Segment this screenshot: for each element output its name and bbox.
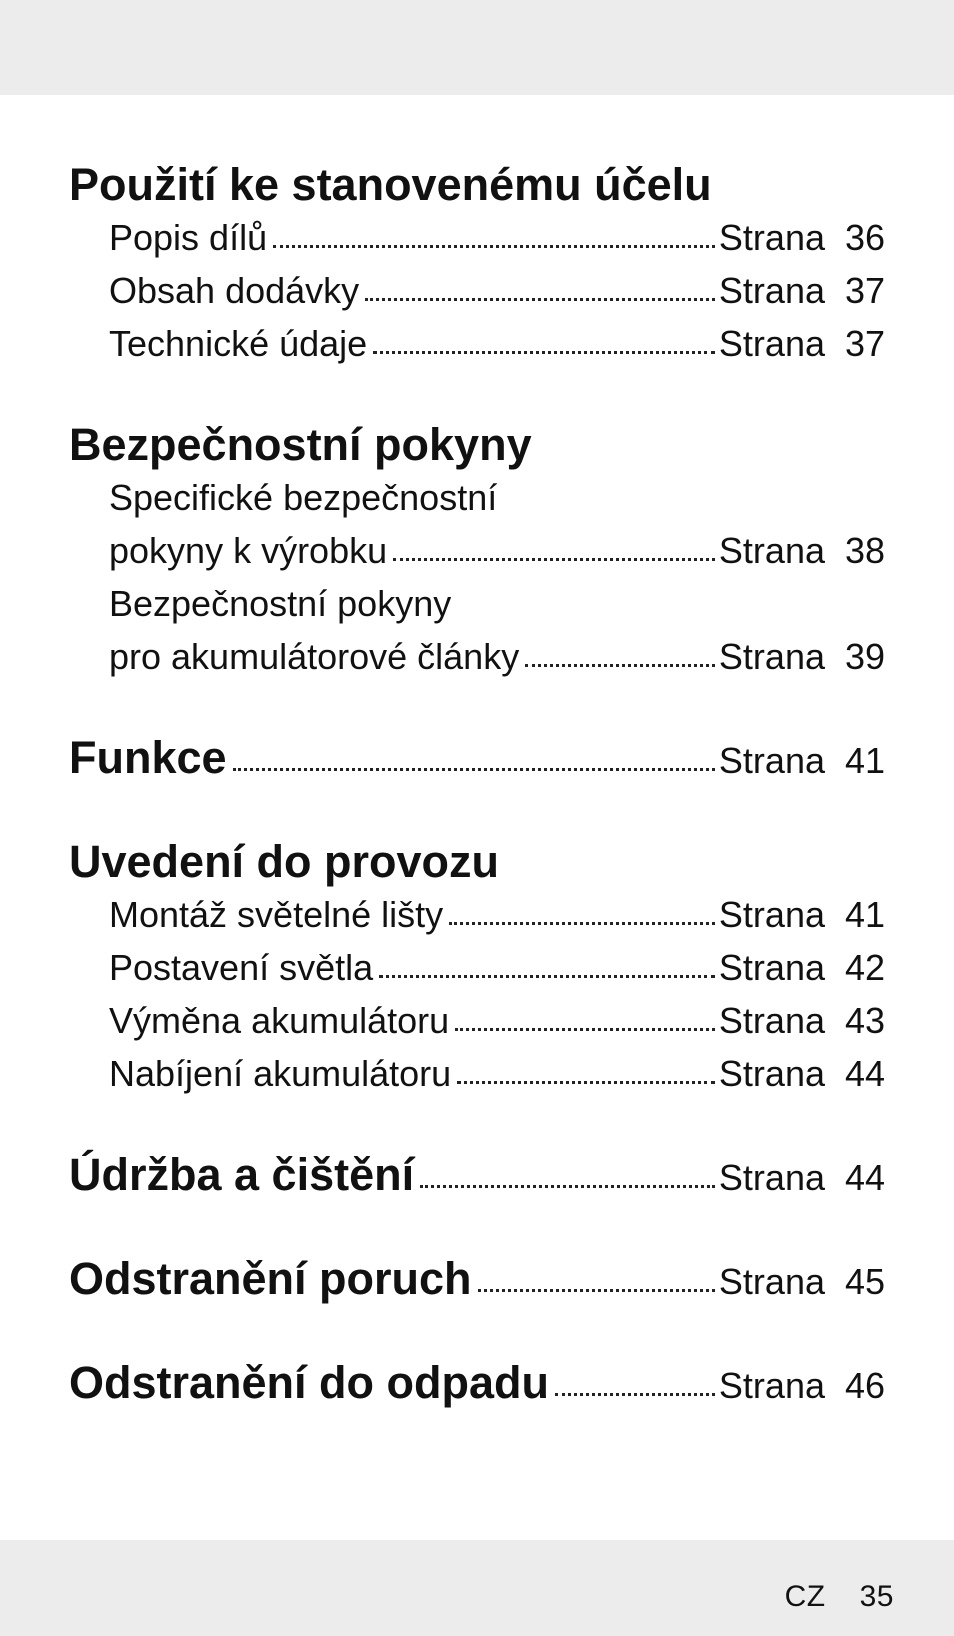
toc-entry[interactable] xyxy=(109,941,885,994)
entry-label: pokyny k výrobku xyxy=(109,530,388,571)
entry-label: Montáž světelné lišty xyxy=(109,894,444,935)
page-number: 42 xyxy=(844,947,885,988)
strana-label: Strana xyxy=(718,1000,825,1041)
page-number: 41 xyxy=(844,740,885,781)
toc-section-startup xyxy=(69,835,885,1100)
entry-label: Technické údaje xyxy=(109,323,368,364)
page-number: 41 xyxy=(844,894,885,935)
entry-label-line1: Specifické bezpečnostní xyxy=(109,477,498,518)
section-heading: Údržba a čištění xyxy=(69,1149,415,1200)
section-items xyxy=(69,211,885,370)
toc-section-maintenance xyxy=(69,1148,885,1204)
dot-leader xyxy=(393,558,715,561)
table-of-contents xyxy=(69,158,885,1412)
strana-label: Strana xyxy=(718,1053,825,1094)
dot-leader xyxy=(457,1081,715,1084)
page-footer xyxy=(785,1580,894,1614)
section-heading: Bezpečnostní pokyny xyxy=(69,419,532,470)
dot-leader xyxy=(365,298,715,301)
dot-leader xyxy=(455,1028,715,1031)
dot-leader xyxy=(420,1185,715,1188)
top-margin-band xyxy=(0,0,954,95)
toc-entry[interactable] xyxy=(109,994,885,1047)
entry-label: Výměna akumulátoru xyxy=(109,1000,450,1041)
toc-entry[interactable] xyxy=(109,1047,885,1100)
strana-label: Strana xyxy=(718,636,825,677)
page-number: 37 xyxy=(844,270,885,311)
strana-label: Strana xyxy=(718,270,825,311)
page-number: 46 xyxy=(844,1365,885,1406)
entry-label: Postavení světla xyxy=(109,947,374,988)
entry-label: Nabíjení akumulátoru xyxy=(109,1053,452,1094)
strana-label: Strana xyxy=(718,947,825,988)
strana-label: Strana xyxy=(718,894,825,935)
toc-entry[interactable] xyxy=(109,524,885,577)
section-heading: Funkce xyxy=(69,732,227,783)
section-heading: Odstranění do odpadu xyxy=(69,1357,549,1408)
language-code: CZ xyxy=(784,1580,826,1613)
entry-label-line1: Bezpečnostní pokyny xyxy=(109,583,452,624)
toc-entry[interactable] xyxy=(109,317,885,370)
page-number: 45 xyxy=(844,1261,885,1302)
entry-label: pro akumulátorové články xyxy=(109,636,520,677)
toc-entry[interactable] xyxy=(109,630,885,683)
dot-leader xyxy=(373,351,715,354)
toc-heading-entry[interactable] xyxy=(69,1252,885,1308)
page-number: 36 xyxy=(844,217,885,258)
toc-section-intended-use xyxy=(69,158,885,370)
strana-label: Strana xyxy=(718,1365,825,1406)
strana-label: Strana xyxy=(718,323,825,364)
footer-page-number: 35 xyxy=(859,1580,894,1613)
section-heading: Odstranění poruch xyxy=(69,1253,472,1304)
page-number: 38 xyxy=(844,530,885,571)
dot-leader xyxy=(273,245,715,248)
toc-entry[interactable] xyxy=(109,264,885,317)
dot-leader xyxy=(478,1289,715,1292)
dot-leader xyxy=(449,922,715,925)
toc-section-disposal xyxy=(69,1356,885,1412)
strana-label: Strana xyxy=(718,530,825,571)
page-number: 43 xyxy=(844,1000,885,1041)
section-heading: Uvedení do provozu xyxy=(69,836,500,887)
page-number: 44 xyxy=(844,1053,885,1094)
strana-label: Strana xyxy=(718,1157,825,1198)
toc-entry[interactable] xyxy=(109,888,885,941)
entry-label: Popis dílů xyxy=(109,217,268,258)
page-number: 44 xyxy=(844,1157,885,1198)
dot-leader xyxy=(233,768,715,771)
entry-label: Obsah dodávky xyxy=(109,270,360,311)
page-number: 39 xyxy=(844,636,885,677)
dot-leader xyxy=(555,1393,715,1396)
strana-label: Strana xyxy=(718,217,825,258)
toc-heading-entry[interactable] xyxy=(69,731,885,787)
dot-leader xyxy=(525,664,715,667)
strana-label: Strana xyxy=(718,1261,825,1302)
toc-section-function xyxy=(69,731,885,787)
strana-label: Strana xyxy=(718,740,825,781)
dot-leader xyxy=(379,975,715,978)
toc-section-troubleshooting xyxy=(69,1252,885,1308)
page-number: 37 xyxy=(844,323,885,364)
toc-entry[interactable] xyxy=(109,211,885,264)
section-items xyxy=(69,888,885,1100)
section-items xyxy=(69,471,885,683)
toc-heading-entry[interactable] xyxy=(69,1356,885,1412)
toc-heading-entry[interactable] xyxy=(69,1148,885,1204)
section-heading: Použití ke stanovenému účelu xyxy=(69,159,712,210)
toc-section-safety xyxy=(69,418,885,683)
